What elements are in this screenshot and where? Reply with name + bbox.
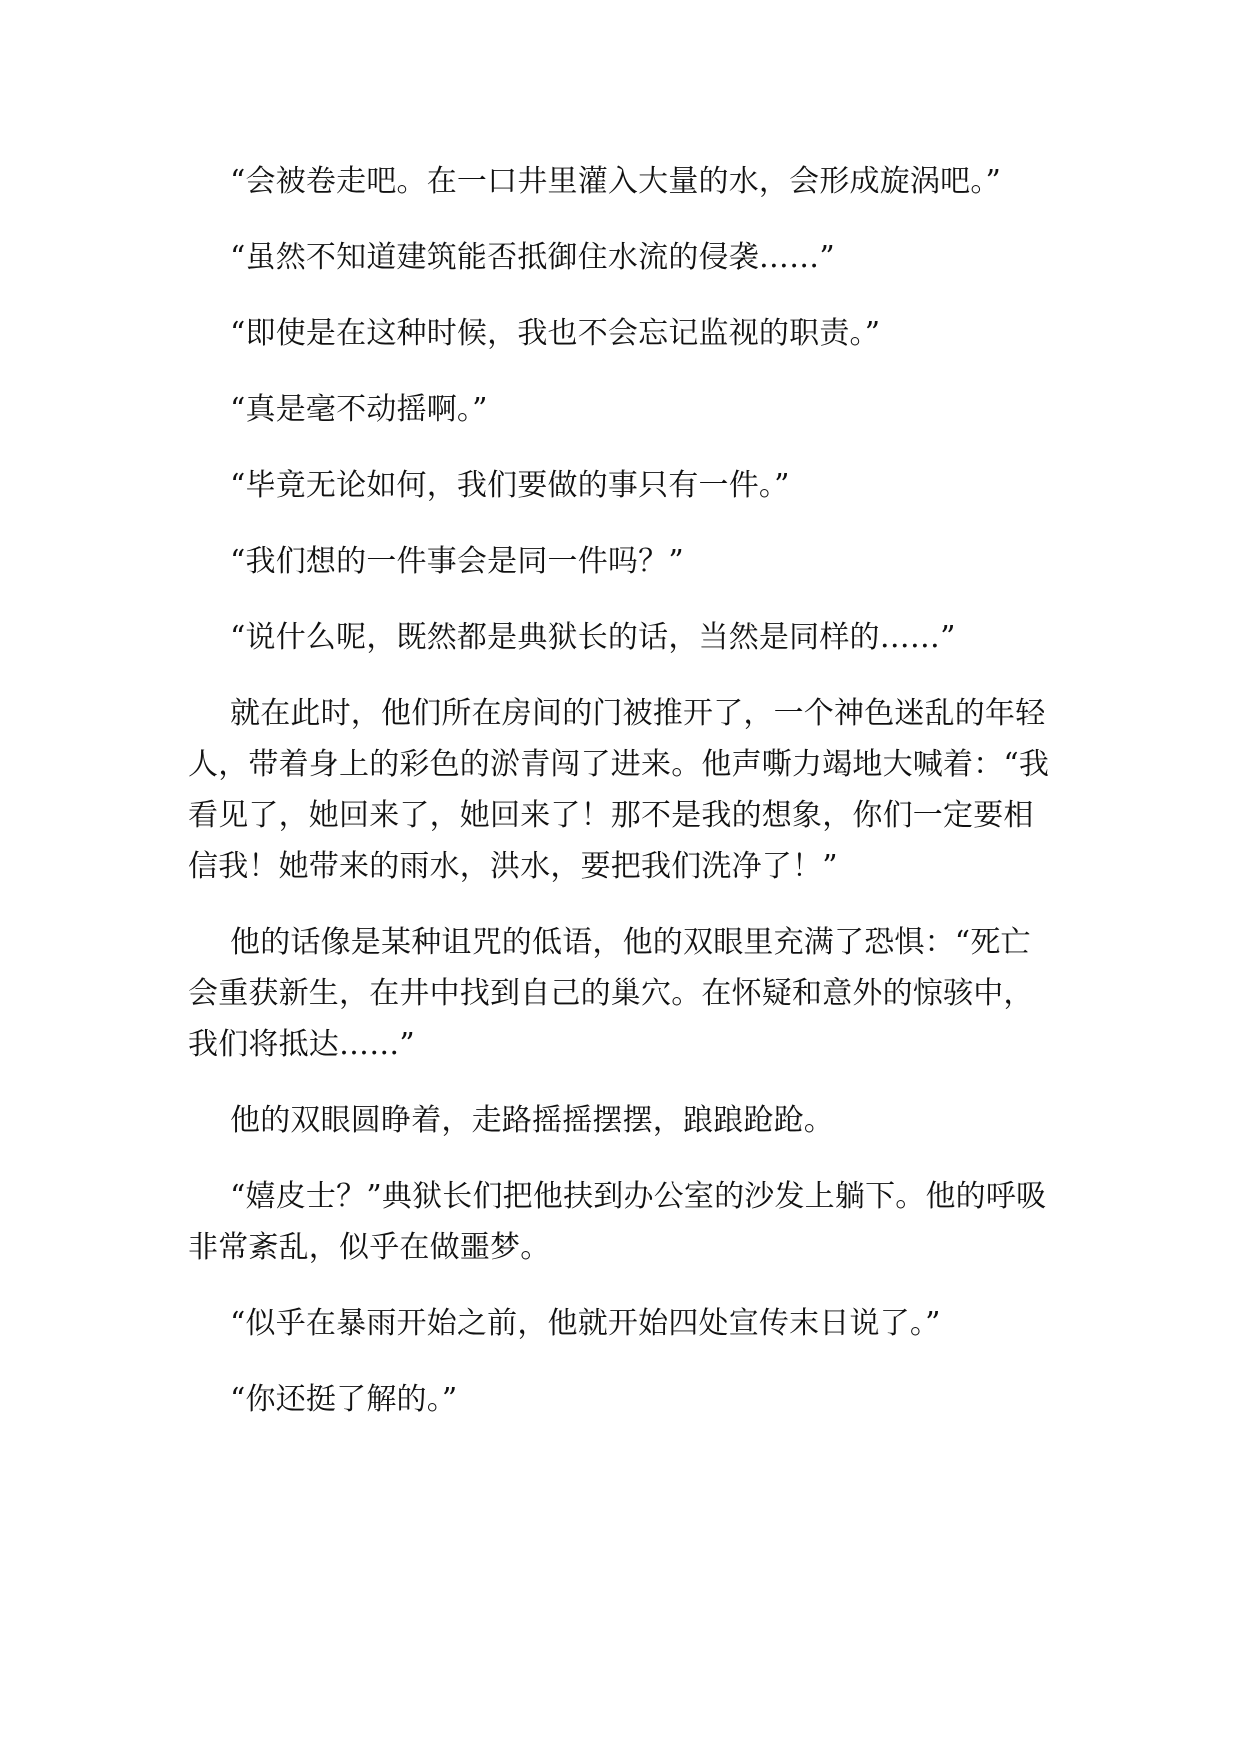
paragraph-13: “你还挺了解的。” [230,1382,458,1417]
paragraph-1: “会被卷走吧。在一口井里灌入大量的水，会形成旋涡吧。” [230,164,1002,199]
paragraph-8: 就在此时，他们所在房间的门被推开了，一个神色迷乱的年轻人，带着身上的彩色的淤青闯了进来。他声嘶力竭地大喊着：“我看见了，她回来了，她回来了！那不是我的想象，你们一定要相信我！她带来的雨水，洪水，要把我们洗净了！” [188,696,1050,884]
paragraph-7: “说什么呢，既然都是典狱长的话，当然是同样的……” [230,620,956,655]
paragraph-4: “真是毫不动摇啊。” [230,392,488,427]
paragraph-11: “嬉皮士？”典狱长们把他扶到办公室的沙发上躺下。他的呼吸非常紊乱，似乎在做噩梦。 [188,1179,1047,1265]
paragraph-9: 他的话像是某种诅咒的低语，他的双眼里充满了恐惧：“死亡会重获新生，在井中找到自己的巢穴。在怀疑和意外的惊骇中，我们将抵达……” [188,925,1034,1062]
paragraph-6: “我们想的一件事会是同一件吗？” [230,544,684,579]
paragraph-12: “似乎在暴雨开始之前，他就开始四处宣传末日说了。” [230,1306,941,1341]
document-page [188,156,1058,1425]
paragraph-10: 他的双眼圆睁着，走路摇摇摆摆，踉踉跄跄。 [230,1103,834,1138]
paragraph-2: “虽然不知道建筑能否抵御住水流的侵袭……” [230,240,835,275]
paragraph-3: “即使是在这种时候，我也不会忘记监视的职责。” [230,316,881,351]
paragraph-5: “毕竟无论如何，我们要做的事只有一件。” [230,468,790,503]
